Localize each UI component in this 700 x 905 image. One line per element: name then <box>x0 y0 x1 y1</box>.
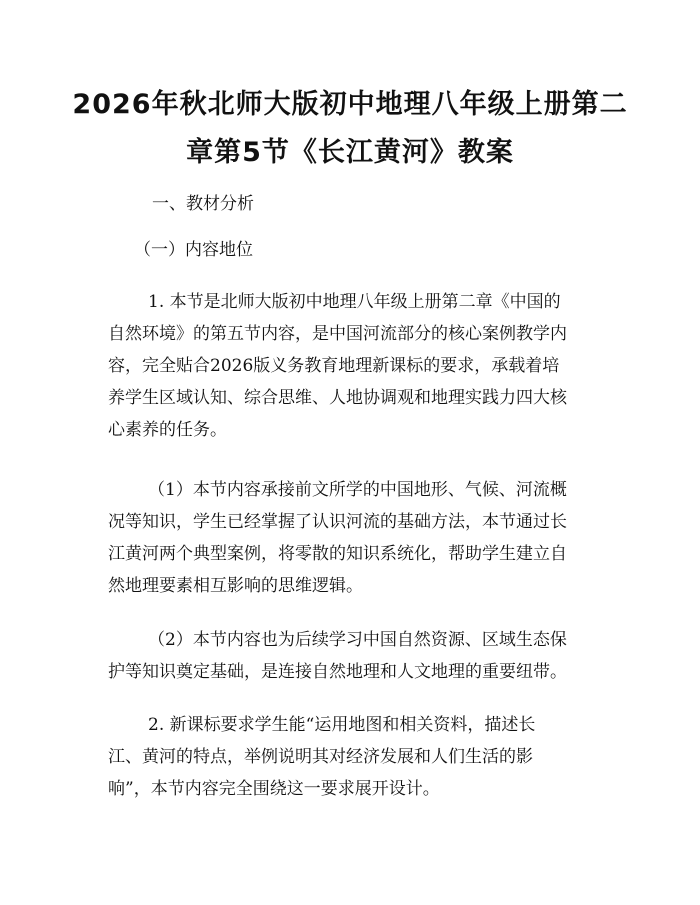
paragraph-line: 然地理要素相互影响的思维逻辑。 <box>108 576 363 596</box>
paragraph-line: （1）本节内容承接前文所学的中国地形、气候、河流概 <box>148 480 567 500</box>
document-title-line-2: 章第5节《长江黄河》教案 <box>186 137 514 168</box>
subsection-heading-content-position: （一）内容地位 <box>134 240 253 260</box>
paragraph-3 <box>108 624 598 688</box>
paragraph-line: 2. 新课标要求学生能“运用地图和相关资料，描述长 <box>148 715 536 735</box>
paragraph-4 <box>108 709 598 805</box>
paragraph-line: 心素养的任务。 <box>108 420 227 440</box>
paragraph-line: 响”，本节内容完全围绕这一要求展开设计。 <box>108 779 440 799</box>
paragraph-line: 容，完全贴合2026版义务教育地理新课标的要求，承载着培 <box>108 356 560 376</box>
paragraph-line: 养学生区域认知、综合思维、人地协调观和地理实践力四大核 <box>108 388 567 408</box>
paragraph-line: 江黄河两个典型案例，将零散的知识系统化，帮助学生建立自 <box>108 544 567 564</box>
paragraph-line: 江、黄河的特点，举例说明其对经济发展和人们生活的影 <box>108 747 533 767</box>
paragraph-line: 1. 本节是北师大版初中地理八年级上册第二章《中国的 <box>148 292 561 312</box>
paragraph-1 <box>108 286 598 446</box>
paragraph-line: （2）本节内容也为后续学习中国自然资源、区域生态保 <box>148 630 567 650</box>
paragraph-line: 况等知识，学生已经掌握了认识河流的基础方法，本节通过长 <box>108 512 567 532</box>
paragraph-2 <box>108 474 598 602</box>
paragraph-line: 护等知识奠定基础，是连接自然地理和人文地理的重要纽带。 <box>108 662 567 682</box>
document-title-line-1: 2026年秋北师大版初中地理八年级上册第二 <box>72 89 628 120</box>
paragraph-line: 自然环境》的第五节内容，是中国河流部分的核心案例教学内 <box>108 324 567 344</box>
section-heading-textbook-analysis: 一、教材分析 <box>152 194 254 214</box>
